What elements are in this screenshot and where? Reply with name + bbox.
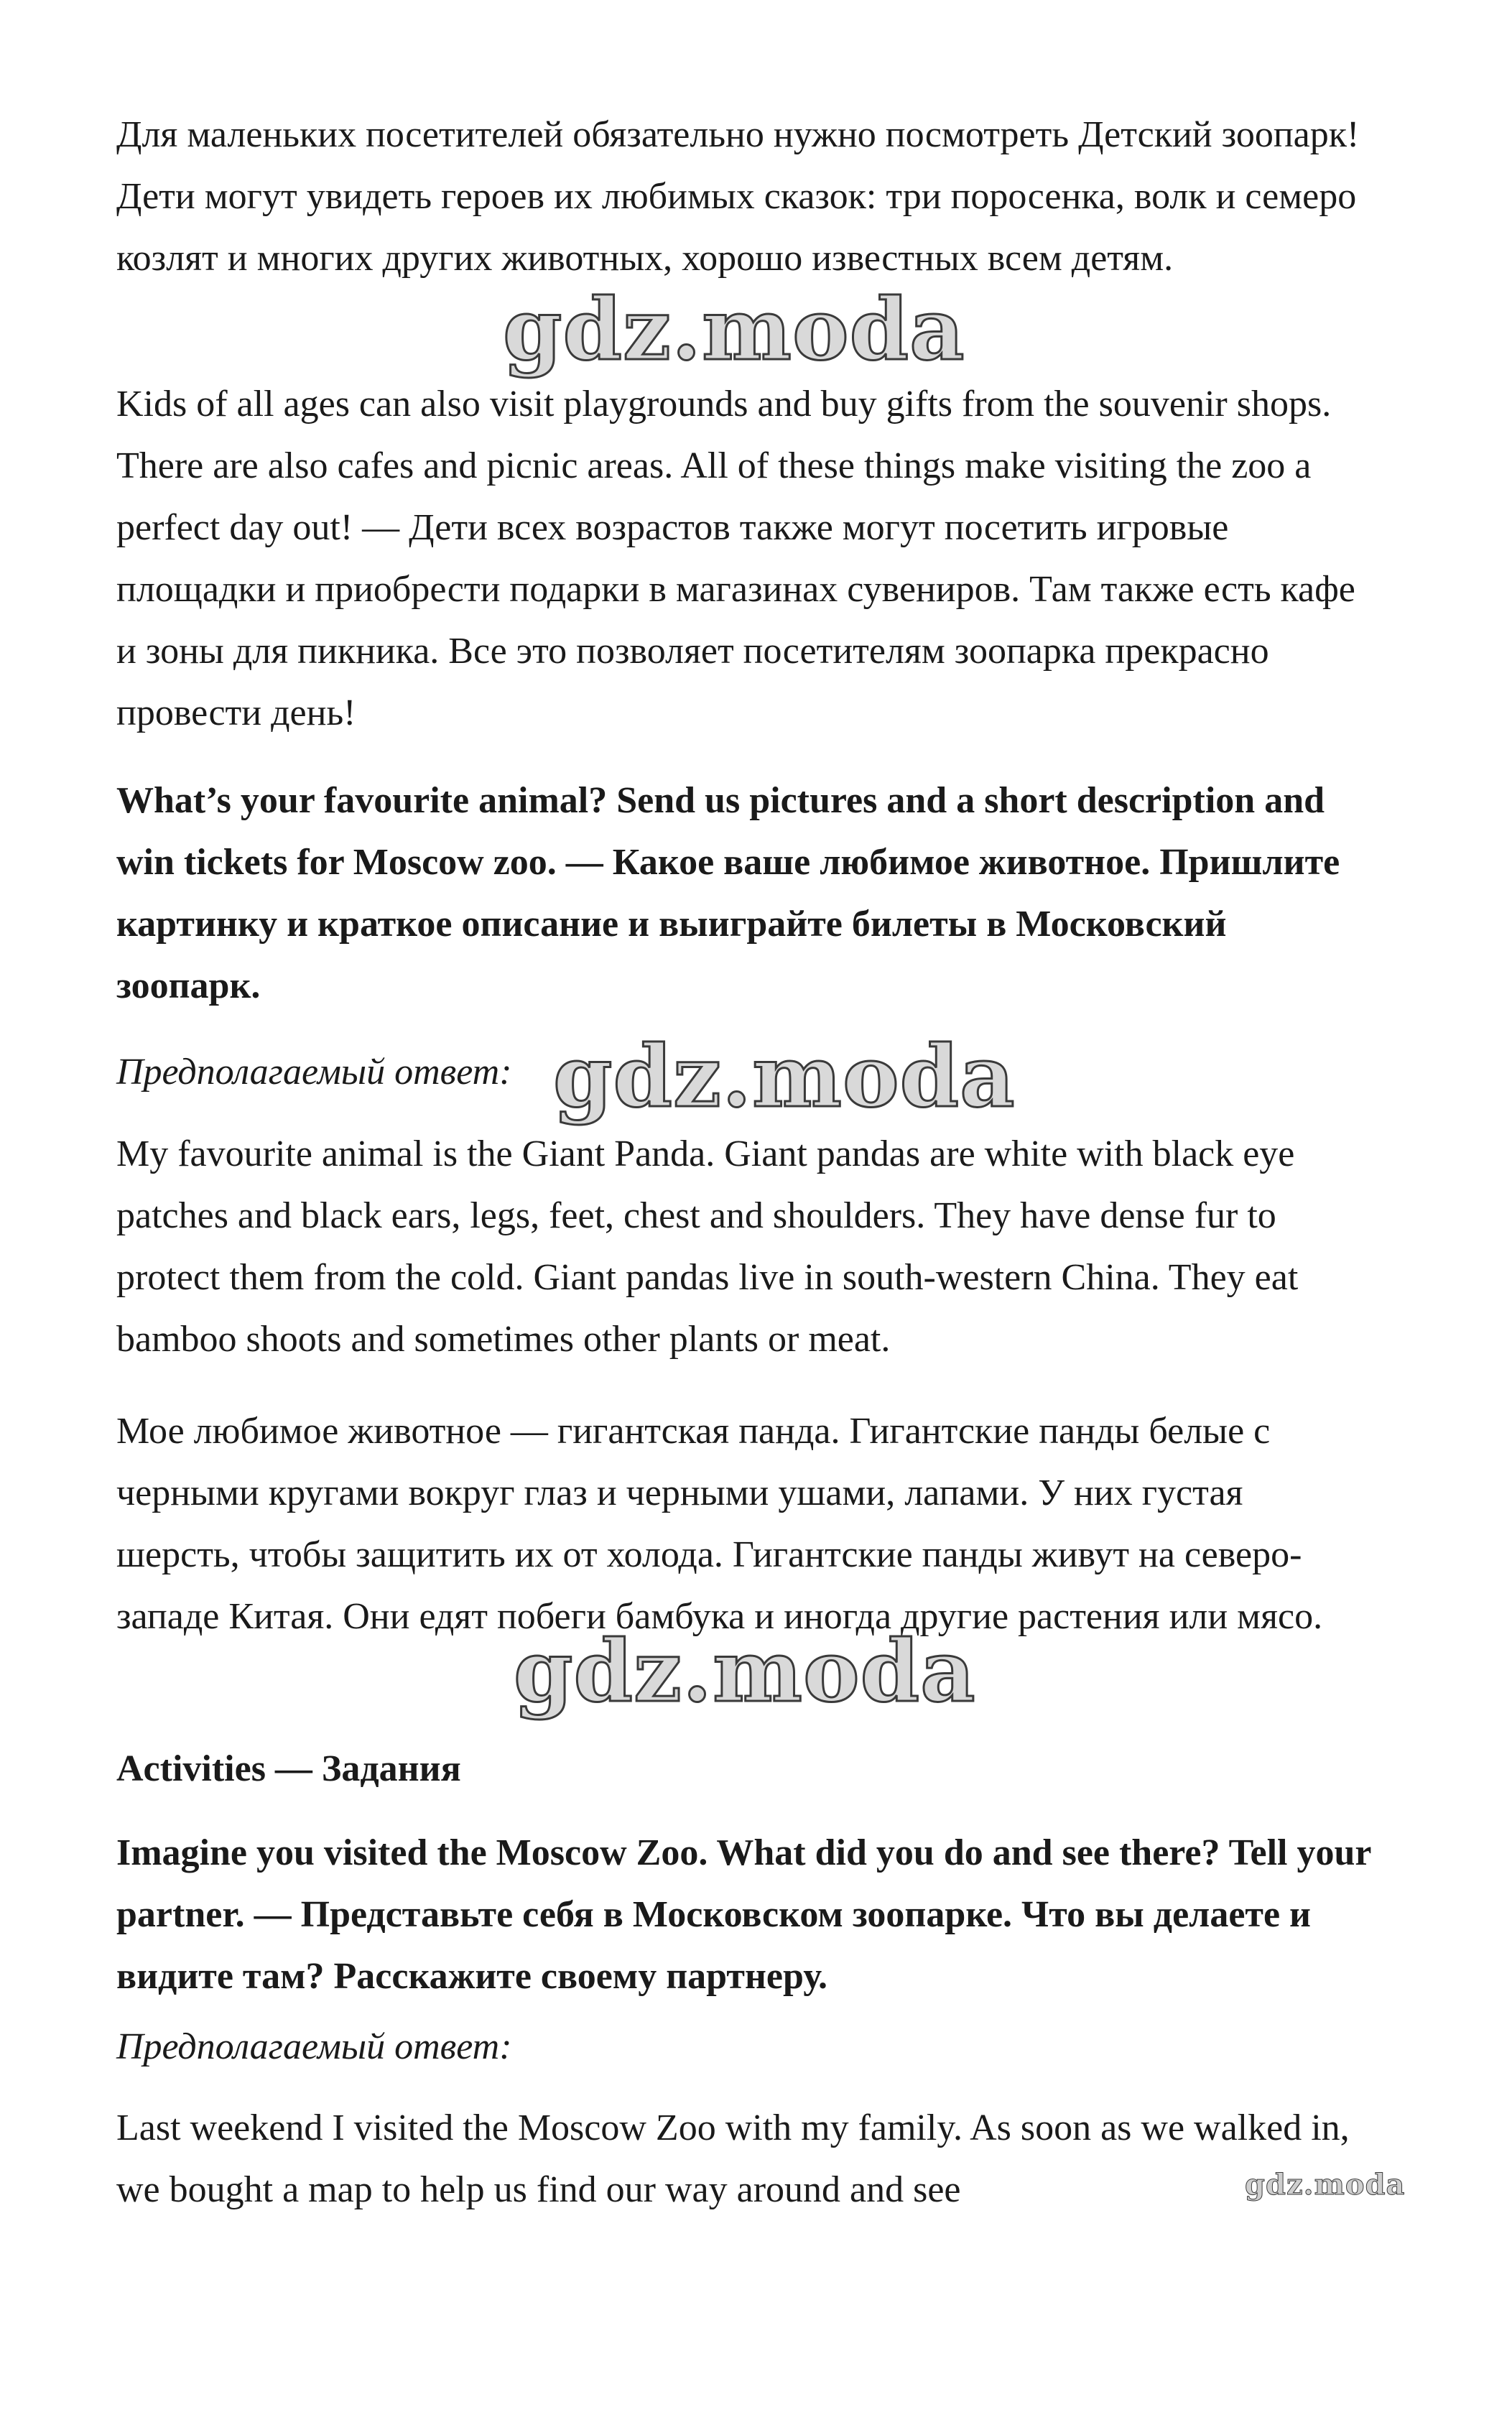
paragraph-children-zoo-ru: Для маленьких посетителей обязательно нужно посмотреть Детский зоопарк! Дети могут увидеть героев их любимых сказок: три поросенка, волк и семеро козлят и многих других животных, хорошо известных всем детям. [116, 114, 1360, 279]
task-imagine-zoo: Imagine you visited the Moscow Zoo. What did you do and see there? Tell your partner. — Представьте себя в Московском зоопарке. Что вы делаете и видите там? Расскажите своему партнеру. [116, 1832, 1371, 1997]
answer-visit-zoo: Last weekend I visited the Moscow Zoo with my family. As soon as we walked in, we bought a map to help us find our way around and see [116, 2107, 1350, 2210]
watermark-logo: gdz.moda [514, 1621, 976, 1721]
suggested-answer-label-1: Предполагаемый ответ: [116, 1052, 512, 1093]
paragraph-playgrounds: Kids of all ages can also visit playgrounds and buy gifts from the souvenir shops. There are also cafes and picnic areas. All of these things make visiting the zoo a perfect day out! — Дети всех возрастов также могут посетить игровые площадки и приобрести подарки в магазинах сувениров. Там также есть кафе и зоны для пикника. Все это позволяет посетителям зоопарка прекрасно провести день! [116, 384, 1355, 733]
watermark-logo: gdz.moda [503, 279, 965, 379]
suggested-answer-label-2: Предполагаемый ответ: [116, 2026, 512, 2067]
answer-panda-ru: Мое любимое животное — гигантская панда. Гигантские панды белые с черными кругами вокруг глаз и черными ушами, лапами. У них густая шерсть, чтобы защитить их от холода. Гигантские панды живут на северо-западе Китая. Они едят побеги бамбука и иногда другие растения или мясо. [116, 1411, 1323, 1637]
watermark-logo-small: gdz.moda [1245, 2168, 1406, 2202]
answer-panda-en: My favourite animal is the Giant Panda. Giant pandas are white with black eye patches and black ears, legs, feet, chest and shoulders. They have dense fur to protect them from the cold. Giant pandas live in south-western China. They eat bamboo shoots and sometimes other plants or meat. [116, 1133, 1299, 1360]
section-heading-activities: Activities — Задания [116, 1748, 461, 1789]
task-favourite-animal: What’s your favourite animal? Send us pictures and a short description and win tickets for Moscow zoo. — Какое ваше любимое животное. Пришлите картинку и краткое описание и выиграйте билеты в Московский зоопарк. [116, 780, 1340, 1006]
watermark-logo: gdz.moda [553, 1026, 1016, 1126]
